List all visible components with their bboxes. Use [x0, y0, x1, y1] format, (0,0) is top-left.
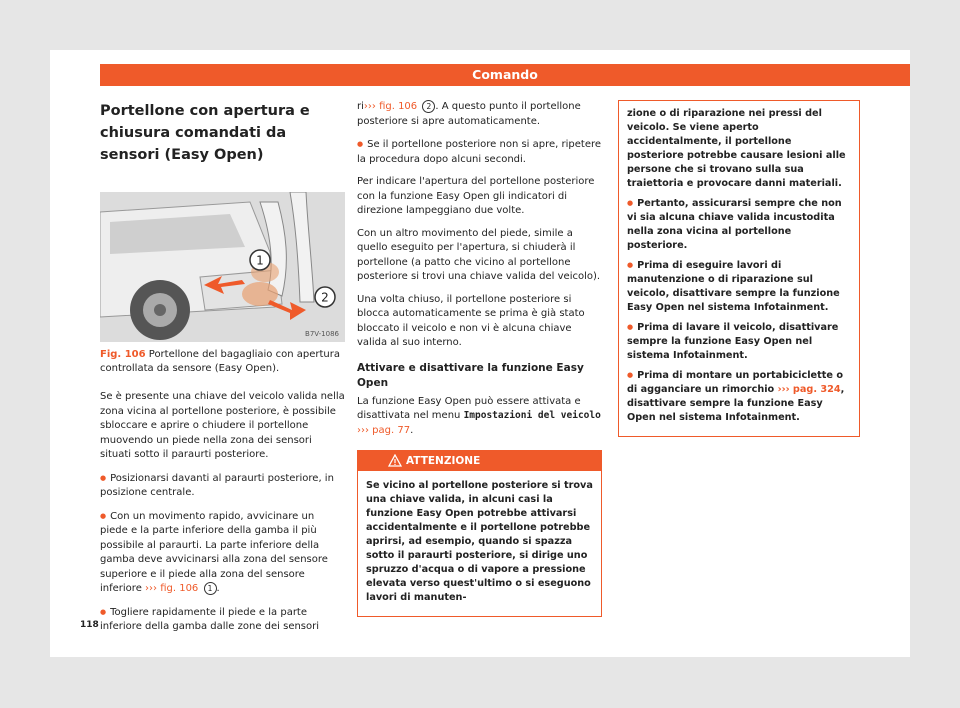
column-2	[357, 100, 602, 617]
car-rear-illustration	[100, 192, 345, 342]
column-3	[618, 100, 860, 437]
bullet-movement: ● Con un movimento rapido, avvicinare un piede e la parte inferiore della gamba il più possibile al paraurti. La parte inferiore della gamba deve avvicinarsi alla zona del sensore superiore e il piede alla zona del sensore inferiore ››› fig. 106 1 .	[100, 509, 345, 597]
svg-text:1: 1	[256, 253, 264, 268]
callout-ref-2: 2	[422, 100, 435, 113]
warning-box	[357, 450, 602, 617]
bullet-remove-foot: ● Togliere rapidamente il piede e la parte inferiore della gamba dalle zone dei sensori	[100, 605, 345, 635]
chapter-header: Comando	[100, 64, 910, 86]
warning-bullet-washing: ● Prima di lavare il veicolo, disattivare sempre la funzione Easy Open nel sistema Infotainment.	[627, 320, 851, 363]
indicator-paragraph: Per indicare l'apertura del portellone posteriore con la funzione Easy Open gli indicatori di direzione lampeggiano due volte.	[357, 176, 595, 216]
menu-name: Impostazioni del veicolo	[463, 410, 601, 421]
warning-header	[358, 451, 601, 471]
intro-paragraph: Se è presente una chiave del veicolo valida nella zona vicina al portellone posteriore, è possibile sbloccare e aprire o chiudere il portellone muovendo un piede nella zona dei sensori situati sotto il paraurti posteriore.	[100, 391, 345, 460]
page-reference-link-324[interactable]: ››› pag. 324	[777, 384, 841, 395]
warning-continued-text: zione o di riparazione nei pressi del veicolo. Se viene aperto accidentalmente, il portellone posteriore potrebbe causare lesioni alle persone che si trovano sulla sua traiettoria e provocare danni materiali.	[627, 108, 846, 189]
continuation-paragraph: ri››› fig. 106 2 . A questo punto il portellone posteriore si apre automaticamente.	[357, 101, 581, 127]
warning-body	[358, 471, 601, 616]
caption-label: Fig. 106	[100, 349, 146, 360]
column-1	[100, 100, 345, 643]
page-reference-link[interactable]: ››› pag. 77	[357, 424, 411, 436]
figure-easy-open	[100, 192, 345, 342]
menu-paragraph: La funzione Easy Open può essere attivata e disattivata nel menu Impostazioni del veicolo ››› pag. 77.	[357, 395, 601, 436]
closing-paragraph: Con un altro movimento del piede, simile a quello eseguito per l'apertura, si chiuderà il portellone (a patto che vicino al portellone posteriore si trovi una chiave valida del veicolo).	[357, 227, 601, 282]
warning-box-continued	[618, 100, 860, 437]
lock-paragraph: Una volta chiuso, il portellone posteriore si blocca automaticamente se prima è già stato bloccato il veicolo e non vi è alcuna chiave valida al suo interno.	[357, 293, 585, 348]
svg-text:2: 2	[321, 290, 329, 305]
warning-text: Se vicino al portellone posteriore si trova una chiave valida, in alcuni casi la funzione Easy Open potrebbe attivarsi accidentalmente e il portellone potrebbe aprirsi, ad esempio, quando si spazza sotto il paraurti posteriore, si dirige uno spruzzo d'acqua o di vapore a pressione elevata verso quest'ultimo o si eseguono lavori di manuten-	[366, 480, 593, 603]
fig-reference-link[interactable]: ››› fig. 106	[145, 583, 199, 594]
warning-bullet-maintenance: ● Prima di eseguire lavori di manutenzione o di riparazione sul veicolo, disattivare sempre la funzione Easy Open nel sistema Infotainment.	[627, 258, 851, 315]
subheading-activate: Attivare e disattivare la funzione Easy Open	[357, 361, 584, 389]
warning-title: ATTENZIONE	[406, 455, 481, 467]
warning-bullet-key: ● Pertanto, assicurarsi sempre che non vi sia alcuna chiave valida incustodita nella zona vicina al portellone posteriore.	[627, 196, 851, 253]
figure-code: B7V-1086	[305, 330, 339, 338]
bullet-retry: ● Se il portellone posteriore non si apre, ripetere la procedura dopo alcuni secondi.	[357, 137, 602, 167]
bullet-position: ● Posizionarsi davanti al paraurti posteriore, in posizione centrale.	[100, 471, 345, 501]
caption-text: Portellone del bagagliaio con apertura controllata da sensore (Easy Open).	[100, 349, 340, 374]
page	[50, 50, 910, 657]
callout-ref-1: 1	[204, 582, 217, 595]
warning-triangle-icon	[388, 454, 402, 467]
page-number: 118	[80, 620, 99, 630]
section-title: Portellone con apertura e chiusura comandati da sensori (Easy Open)	[100, 103, 310, 163]
warning-bullet-bike-rack: ● Prima di montare un portabiciclette o di agganciare un rimorchio ››› pag. 324, disattivare sempre la funzione Easy Open nel sistema Infotainment.	[627, 368, 851, 425]
fig-reference-link-2[interactable]: ››› fig. 106	[363, 101, 418, 112]
figure-caption	[100, 348, 345, 376]
